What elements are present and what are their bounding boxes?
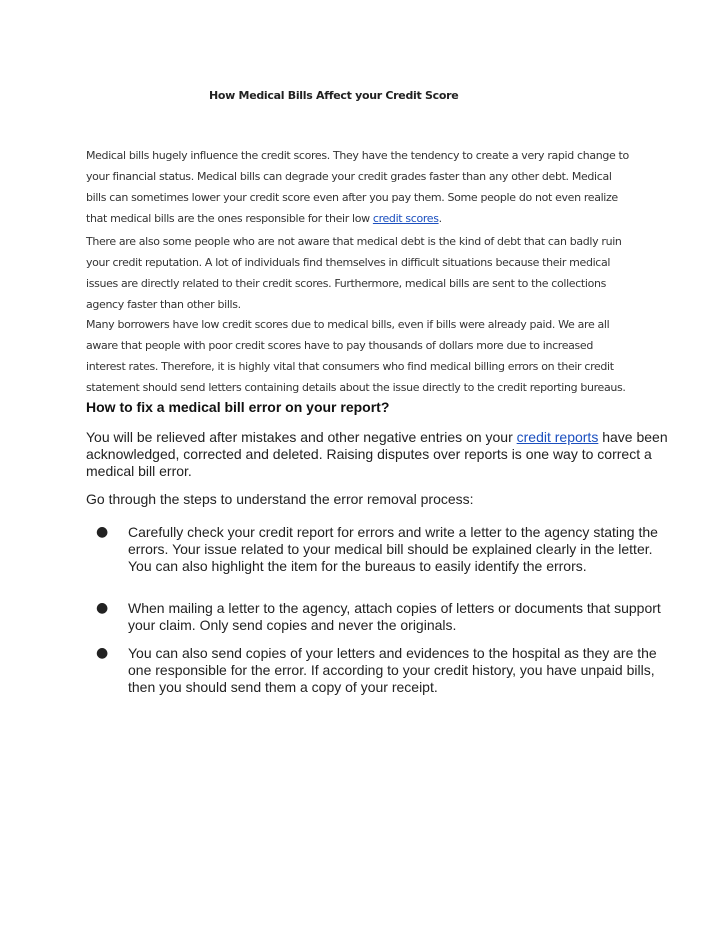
paragraph-unaware: [86, 231, 646, 315]
text-run: that medical bills are the ones responsible for their low: [86, 212, 373, 225]
credit-scores-link[interactable]: credit scores: [372, 212, 439, 225]
paragraph-line: aware that people with poor credit scores have to pay thousands of dollars more due to increased: [86, 339, 593, 352]
paragraph-line: medical bill error.: [86, 463, 192, 479]
bullet-icon: ●: [96, 600, 109, 616]
paragraph-borrowers: [86, 314, 646, 398]
text-run: .: [438, 212, 442, 225]
paragraph-line: There are also some people who are not aware that medical debt is the kind of debt that can badly ruin: [86, 235, 622, 248]
document-title: How Medical Bills Affect your Credit Score: [209, 89, 459, 102]
credit-reports-link[interactable]: credit reports: [516, 429, 599, 445]
paragraph-line: [86, 429, 666, 446]
text-run: You will be relieved after mistakes and other negative entries on your: [86, 429, 517, 445]
list-item-text: [128, 645, 657, 696]
paragraph-line: agency faster than other bills.: [86, 298, 241, 311]
paragraph-line: bills can sometimes lower your credit score even after you pay them. Some people do not even realize: [86, 191, 618, 204]
paragraph-line: acknowledged, corrected and deleted. Raising disputes over reports is one way to correct a: [86, 446, 652, 462]
bullet-icon: ●: [96, 524, 109, 540]
paragraph-steps-intro: Go through the steps to understand the error removal process:: [86, 491, 474, 507]
list-item-text: [128, 524, 658, 575]
text-run: have been: [598, 429, 668, 445]
list-item-text: [128, 600, 661, 634]
paragraph-line: You can also send copies of your letters and evidences to the hospital as they are the: [128, 645, 657, 661]
paragraph-line: statement should send letters containing details about the issue directly to the credit reporting bureaus.: [86, 381, 626, 394]
paragraph-line: You can also highlight the item for the bureaus to easily identify the errors.: [128, 558, 587, 574]
paragraph-line: issues are directly related to their credit scores. Furthermore, medical bills are sent to the collections: [86, 277, 606, 290]
paragraph-relieved: [86, 429, 666, 480]
paragraph-line: Many borrowers have low credit scores due to medical bills, even if bills were already paid. We are all: [86, 318, 610, 331]
paragraph-line: [86, 208, 646, 229]
paragraph-line: your claim. Only send copies and never the originals.: [128, 617, 457, 633]
paragraph-line: then you should send them a copy of your receipt.: [128, 679, 438, 695]
paragraph-line: interest rates. Therefore, it is highly vital that consumers who find medical billing errors on their credit: [86, 360, 614, 373]
paragraph-line: Carefully check your credit report for errors and write a letter to the agency stating the: [128, 524, 658, 540]
paragraph-line: Medical bills hugely influence the credit scores. They have the tendency to create a very rapid change to: [86, 149, 629, 162]
paragraph-intro: [86, 145, 646, 229]
bullet-icon: ●: [96, 645, 109, 661]
paragraph-line: your financial status. Medical bills can degrade your credit grades faster than any other debt. Medical: [86, 170, 612, 183]
paragraph-line: When mailing a letter to the agency, attach copies of letters or documents that support: [128, 600, 661, 616]
section-heading: How to fix a medical bill error on your report?: [86, 399, 390, 415]
paragraph-line: your credit reputation. A lot of individuals find themselves in difficult situations because their medical: [86, 256, 611, 269]
paragraph-line: errors. Your issue related to your medical bill should be explained clearly in the letter.: [128, 541, 653, 557]
paragraph-line: one responsible for the error. If according to your credit history, you have unpaid bills,: [128, 662, 655, 678]
